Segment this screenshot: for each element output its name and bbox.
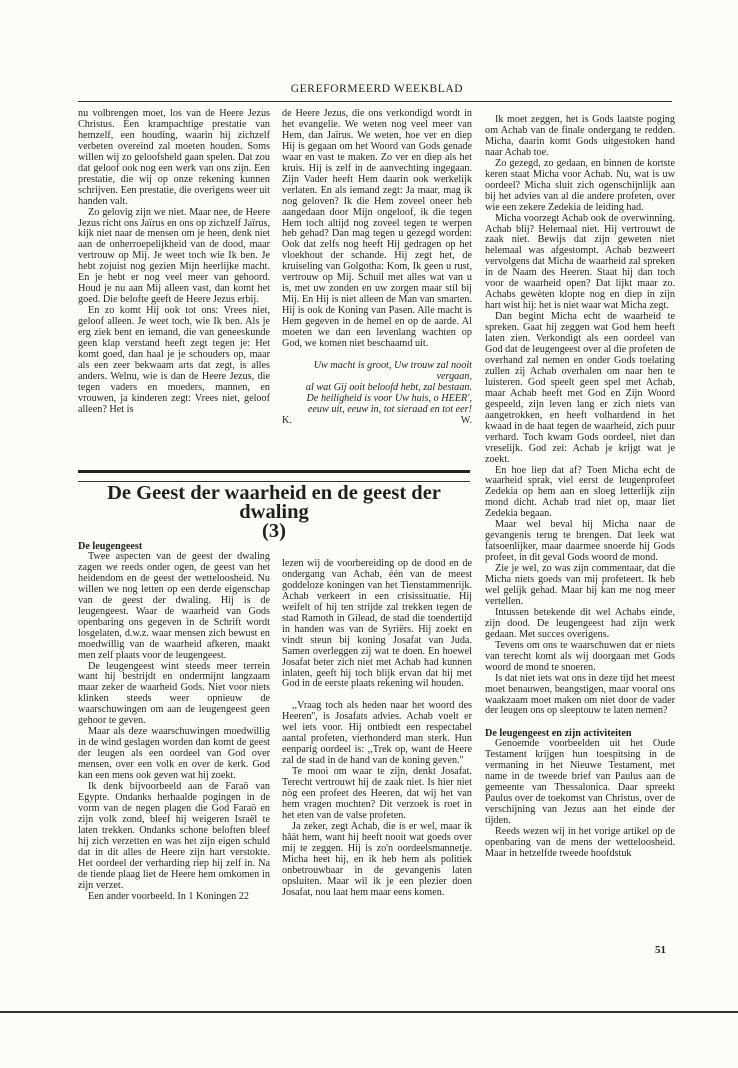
paragraph: Genoemde voorbeelden uit het Oude Testament krijgen hun toespitsing in de vermaning in het Nieuwe Testament, met name in de tweede brief van Paulus aan de gemeente van Thessalonica. Daar spreekt Paulus over de toekomst van Christus, over de verschijning van Jezus aan het einde der tijden. xyxy=(485,738,675,826)
paragraph: de Heere Jezus, die ons verkondigd wordt in het evangelie. We weten nog veel meer van Hem, dan Jaïrus. We weten, hoe ver en diep Hij is gegaan om het Woord van Gods genade waar en vast te maken. Zo ver en diep als het kruis. Hij is zelf in de aanvechting ingegaan. Zijn Vader heeft Hem daarin ook werkelijk verlaten. En als iemand zegt: Ja maar, mag ik nog geloven? Ik die Hem zoveel oneer heb aangedaan door Mijn ongeloof, ik die tegen Hem toch altijd nog zoveel tegen te werpen heb gehad? Dan mag tegen u gezegd worden: Ook dat zelfs nog heeft Hij gedragen op het vloekhout der schande. Hij zegt het, de kruiseling van Golgotha: Kom, Ik geen u rust, vertrouw op Mij. Schuil met alles wat van u is, met uw zonden en uw zorgen maar stil bij Mij. En Hij is niet alleen de Man van smarten. Hij is ook de Koning van Pasen. Alle macht is Hem gegeven in de hemel en op de aarde. Al moeten we dan een levenlang wachten op God, we komen niet beschaamd uit. xyxy=(282,108,472,350)
paragraph: Ja zeker, zegt Achab, die is er wel, maar ik hâát hem, want hij heeft nooit wat goeds over mij te zeggen. Hij is zo'n oordeelsmannetje. Micha heet hij, en ik heb hem als politiek onbetrouwbaar in de gevangenis laten opsluiten. Maar wil ik je een plezier doen Josafat, nou laat hem maar eens komen. xyxy=(282,820,472,898)
paragraph: Te mooi om waar te zijn, denkt Josafat. Terecht vertrouwt hij de zaak niet. Is hier niet nòg een profeet des Heeren, dat wij het van hem vragen mochten? Dit verzoek is roet in het eten van de valse profeten. xyxy=(282,766,472,821)
poem-quote xyxy=(282,360,472,415)
paragraph: Tevens om ons te waarschuwen dat er niets van terecht komt als wij doorgaan met Gods woord de mond te snoeren. xyxy=(485,639,675,673)
header-rule xyxy=(78,101,672,102)
paragraph: nu volbrengen moet, los van de Heere Jezus Christus. Een krampachtige prestatie van hemzelf, een houding, waarin hij zichzelf verbeten overeind zal moeten houden. Soms willen wij zo geloofsheld gaan spelen. Dat zou dat geloof ook nog een werk van ons zijn. Een prestatie, die wij op onze rekening kunnen schrijven. Een prestatie, die overigens weer uit handen valt. xyxy=(78,108,270,207)
column-top-left xyxy=(78,109,270,416)
column-bottom-middle xyxy=(282,559,472,898)
paragraph: Maar wel beval hij Micha naar de gevangenis terug te brengen. Dat leek wat fatsoenlijker, maar daarmee snoerde hij Gods profeet, in dit geval Gods woord de mond. xyxy=(485,519,675,564)
signature-initial: K. xyxy=(282,414,292,426)
paragraph: Micha voorzegt Achab ook de overwinning. Achab blij? Helemaal niet. Hij vertrouwt de zaak niet. Bewijs dat zijn geweten niet helemaal was afgestompt. Achab bezweert vervolgens dat Micha de waarheid zal spreken in de Naam des Heeren. Staat hij dan toch voor de waarheid open? Dat lijkt maar zo. Achabs gewèten klopte nog en diep in zijn hart wist hij: het is niet waar wat Micha zegt. xyxy=(485,212,675,312)
paragraph: Zie je wel, zo was zijn commentaar, dat die Micha niets goeds van mij profeteert. Ik heb wel gelijk gehad. Maar hij kan me nog meer vertellen. xyxy=(485,563,675,607)
paragraph: Zo gelovig zijn we niet. Maar nee, de Heere Jezus richt ons Jaïrus en ons op zichzelf Jaïrus, kijk niet naar de mensen om je heen, denk niet aan de onherroepelijkheid van de dood, maar vertrouw op Mij. Je weet toch wie Ik ben. Je hebt zojuist nog gezien Mijn heerlijke macht. En je hebt er nog veel meer van gehoord. Houd je nu aan Mij alleen vast, dan komt het goed. Die belofte geeft de Heere Jezus erbij. xyxy=(78,206,270,306)
paragraph: Zo gezegd, zo gedaan, en binnen de kortste keren staat Micha voor Achab. Nu, wat is uw oordeel? Micha sluit zich ogenschijnlijk aan bij het advies van al die andere profeten, over wie een zekere Zedekia de leiding had. xyxy=(485,157,675,213)
title-rule-thick xyxy=(78,470,470,473)
poem-line: De heiligheid is voor Uw huis, o HEER', xyxy=(306,392,472,404)
paragraph: Ik moet zeggen, het is Gods laatste poging om Achab van de finale ondergang te redden. Micha, daarin komt Gods uitgestoken hand naar Achab toe. xyxy=(485,114,675,158)
paragraph: Is dat niet iets wat ons in deze tijd het meest moet benauwen, beangstigen, maar vooral ons waakzaam moet maken om niet door de vader der leugen ons op sleeptouw te laten nemen? xyxy=(485,672,675,717)
article-title-text: De Geest der waarheid en de geest der dwaling xyxy=(107,482,441,523)
poem-line: vergaan, xyxy=(436,370,472,382)
section-heading: De leugengeest xyxy=(78,541,143,552)
running-header: GEREFORMEERD WEEKBLAD xyxy=(290,83,464,95)
paragraph: En zo komt Hij ook tot ons: Vrees niet, geloof alleen. Je weet toch, wie Ik ben. Als je erg ziek bent en iemand, die van geneeskunde geen klap verstand heeft zegt tegen je: Het komt goed, dan haal je je schouders op, maar als een zeer bekwaam arts dat zegt, is alles anders. Welnu, wie is dan de Heere Jezus, die tegen vaders en moeders, mannen, en vrouwen, ja kinderen zegt: Vrees niet, geloof alleen? Het is xyxy=(78,305,270,415)
column-top-middle xyxy=(282,109,472,427)
signature-initial: W. xyxy=(460,414,472,426)
paragraph: En hoe liep dat af? Toen Micha echt de waarheid sprak, viel eerst de leugenprofeet Zedekia op hem aan en sloeg letterlijk zijn mond dicht. Achab trad niet op, maar liet Zedekia begaan. xyxy=(485,464,675,520)
paragraph: Reeds wezen wij in het vorige artikel op de openbaring van de mens der wetteloosheid. Maar in hetzelfde tweede hoofdstuk xyxy=(485,825,675,859)
paragraph: Maar als deze waarschuwingen moedwillig in de wind geslagen worden dan komt de geest der leugen als een oordeel van God over mensen, over een volk en over de kerk. God kan een mens ook geven wat hij zoekt. xyxy=(78,726,270,782)
bottom-rule xyxy=(0,1011,738,1013)
author-signature xyxy=(282,416,472,427)
page-number: 51 xyxy=(655,944,666,956)
paragraph: Een ander voorbeeld. In 1 Koningen 22 xyxy=(88,890,249,902)
paragraph: Intussen betekende dit wel Achabs einde, zijn dood. De leugengeest had zijn werk gedaan. Met succes overigens. xyxy=(485,606,675,640)
column-right xyxy=(485,115,675,860)
poem-line: Uw macht is groot, Uw trouw zal nooit xyxy=(313,359,472,371)
paragraph: lezen wij de voorbereiding op de dood en de ondergang van Achab, één van de meest goddeloze koningen van het Tienstammenrijk. Achab verkeert in een crisissituatie. Hij weifelt of hij ten strijde zal trekken tegen de stad Ramoth in Gilead, de stad die toendertijd in handen was van de Syriërs. Hij zoekt en vindt steun bij koning Josafat van Juda. Samen overleggen zij wat te doen. En hoewel Josafat beter zich niet met Achab had kunnen inlaten, geeft hij toch blijk ervan dat hij met God in de eerste plaats rekening wil houden. xyxy=(282,558,472,690)
section-heading: De leugengeest en zijn activiteiten xyxy=(485,728,632,740)
poem-line: al wat Gij ooit beloofd hebt, zal bestaan. xyxy=(305,381,472,393)
paragraph: De leugengeest wint steeds meer terrein want hij bestrijdt en ondermijnt langzaam maar zeker de waarheid Gods. Niet voor niets klinken steeds weer opnieuw de waarschuwingen om aan de leugengeest geen gehoor te geven. xyxy=(78,660,270,727)
paragraph: Twee aspecten van de geest der dwaling zagen we reeds onder ogen, de geest van het heidendom en de geest der wetteloosheid. Nu willen we nog letten op een derde eigenschap van de geest der dwaling. Hij is de leugengeest. Waar de waarheid van Gods openbaring ons gegeven in de Schrift wordt losgelaten, d.w.z. waar mensen zich bewust en moedwillig van de waarheid afkeren, maakt men zelf plaats voor de leugengeest. xyxy=(78,551,270,661)
column-bottom-left xyxy=(78,541,270,903)
paragraph: Ik denk bijvoorbeeld aan de Faraö van Egypte. Ondanks herhaalde pogingen in de vorm van de negen plagen die God Faraö en zijn volk zond, bleef hij weigeren Israël te laten trekken. Ondanks schone beloften bleef hij zich verzetten en was het zijn eigen schuld dat in dit alles de Heere zijn hart verstokte. Het oordeel der verharding riep hij zelf in. Na de tiende plaag liet de Heere hem omkomen in zijn verzet. xyxy=(78,781,270,891)
poem-line: eeuw uit, eeuw in, tot sieraad en tot eer! xyxy=(307,403,472,415)
paragraph: Dan begint Micha echt de waarheid te spreken. Gaat hij zeggen wat God hem heeft laten zien. Verkondigt als een oordeel van God dat de leugengeest over al die profeten de overhand zal nemen en onder Gods toelating zullen zij Achab overhalen om naar hen te luisteren. God speelt geen spel met Achab, maar Achab heeft met God en Zijn Woord gespeeld, zijn leven lang er zich niets van aangetrokken, en heeft volhardend in het kwaad in de haat tegen de waarheid, zich puur verhard. Toch kwam Gods oordeel, niet dan vreselijk. God zei: Achab je krijgt wat je zoekt. xyxy=(485,311,675,465)
article-part-number: (3) xyxy=(262,520,286,542)
article-title xyxy=(74,484,474,541)
paragraph: ,,Vraag toch als heden naar het woord des Heeren'', is Josafats advies. Achab voelt er wel iets voor. Hij ontbiedt een respectabel aantal profeten, vierhonderd man sterk. Hun eenparig oordeel is: ,,Trek op, want de Heere zal de stad in de hand van de koning geven.'' xyxy=(282,700,472,767)
